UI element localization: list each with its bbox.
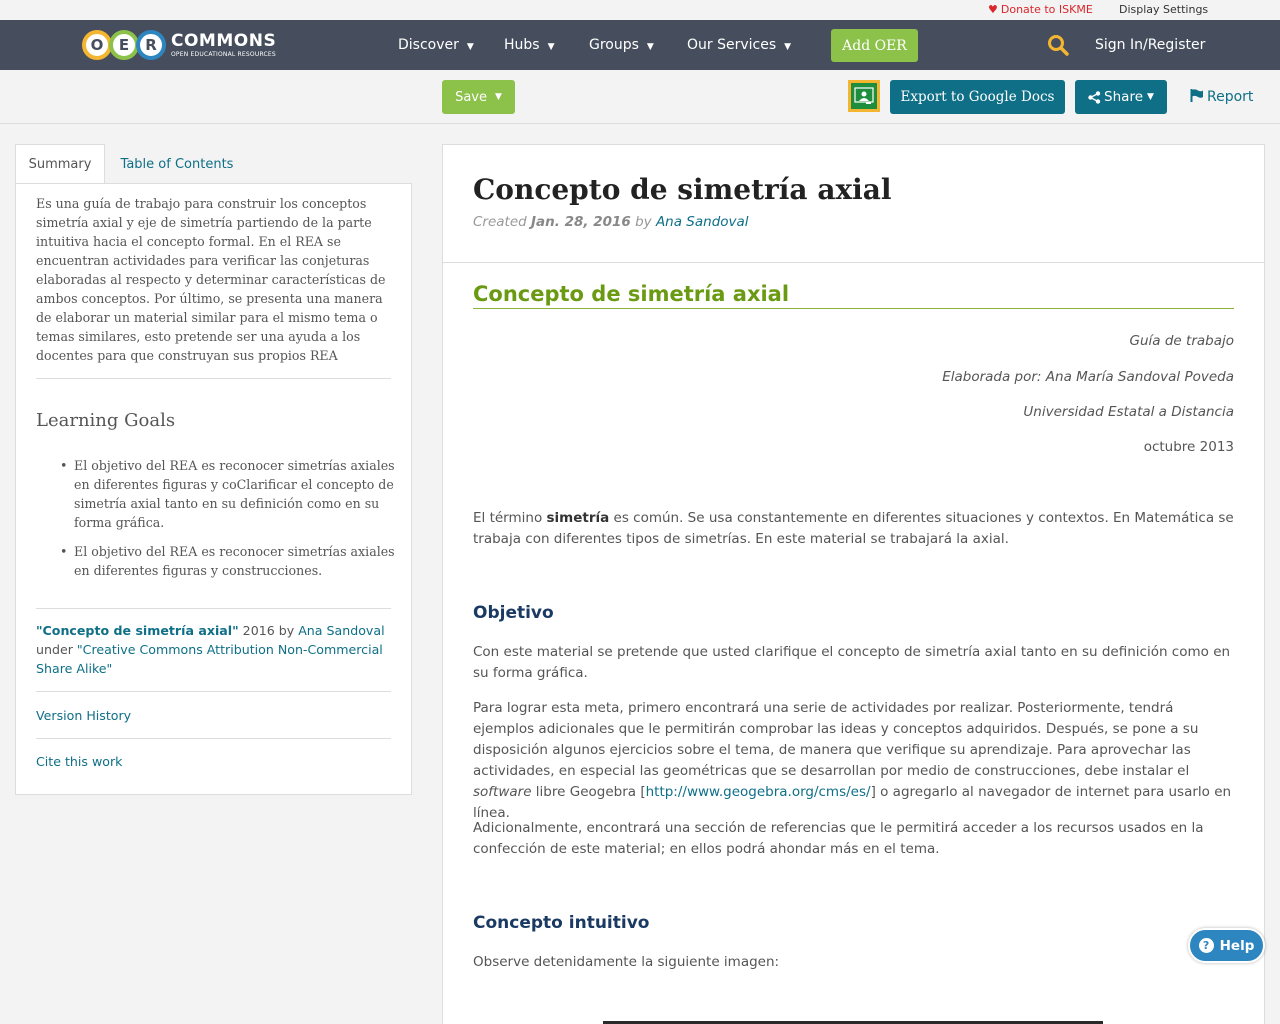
save-button[interactable]: Save ▼ bbox=[442, 80, 515, 114]
chevron-down-icon: ▼ bbox=[466, 42, 474, 52]
export-to-google-docs-button[interactable]: Export to Google Docs bbox=[890, 80, 1065, 114]
share-button[interactable]: Share ▼ bbox=[1075, 80, 1167, 114]
logo-e: E bbox=[109, 30, 139, 60]
created-date: Jan. 28, 2016 bbox=[531, 214, 631, 230]
google-classroom-icon bbox=[854, 87, 874, 105]
display-settings-link[interactable]: Display Settings bbox=[1119, 3, 1209, 16]
license-attribution: "Concepto de simetría axial" 2016 by Ana Sandoval under "Creative Commons Attribution Non-Commercial Share Alike" bbox=[36, 623, 385, 676]
created-meta: Created Jan. 28, 2016 by Ana Sandoval bbox=[473, 214, 749, 230]
objetivo-paragraph-2: Para lograr esta meta, primero encontrará una serie de actividades por realizar. Posteriormente, tendrá ejemplos adicionales que le permitirán comprobar las ideas y conceptos adquiridos. Después, se pone a su disposición algunos ejercicios sobre el tema, de manera que verifique su aprendizaje. Para aprovechar las actividades, en especial las geométricas que se desarrollan por medio de construcciones, debe instalar el software libre Geogebra [http://www.geogebra.org/cms/es/] o agregarlo al navegador de internet para usarlo en línea. bbox=[473, 700, 1232, 821]
chevron-down-icon: ▼ bbox=[646, 42, 654, 52]
caret-down-icon: ▼ bbox=[1147, 92, 1154, 102]
objetivo-paragraph-1: Con este material se pretende que usted clarifique el concepto de simetría axial tanto en su definición como en su forma gráfica. bbox=[473, 644, 1231, 681]
logo-r: R bbox=[136, 30, 166, 60]
google-classroom-button[interactable] bbox=[848, 80, 880, 112]
author-link[interactable]: Ana Sandoval bbox=[298, 623, 385, 638]
donate-link[interactable]: ♥ Donate to ISKME bbox=[988, 3, 1093, 16]
nav-groups[interactable]: Groups ▼ bbox=[589, 37, 654, 53]
learning-goals-list bbox=[56, 456, 396, 590]
meta-line: Elaborada por: Ana María Sandoval Poveda bbox=[942, 369, 1234, 385]
question-icon: ? bbox=[1199, 938, 1214, 953]
nav-discover[interactable]: Discover ▼ bbox=[398, 37, 474, 53]
learning-goals-title: Learning Goals bbox=[36, 410, 176, 431]
concepto-intuitivo-heading: Concepto intuitivo bbox=[473, 913, 650, 933]
section-title: Concepto de simetría axial bbox=[473, 282, 1234, 309]
meta-line: Universidad Estatal a Distancia bbox=[1023, 404, 1234, 420]
report-link[interactable]: Report bbox=[1190, 89, 1253, 105]
tab-summary[interactable]: Summary bbox=[15, 144, 105, 184]
add-oer-button[interactable]: Add OER bbox=[831, 29, 918, 62]
objetivo-paragraph-3: Adicionalmente, encontrará una sección de referencias que le permitirá acceder a los recursos usados en la confección de este material; en ellos podrá ahondar más en el tema. bbox=[473, 820, 1204, 857]
geogebra-link[interactable]: http://www.geogebra.org/cms/es/ bbox=[645, 784, 871, 800]
nav-our-services[interactable]: Our Services ▼ bbox=[687, 37, 792, 53]
utility-bar bbox=[0, 0, 1280, 20]
divider bbox=[36, 738, 391, 739]
divider bbox=[36, 378, 391, 379]
list-item: • El objetivo del REA es reconocer simetrías axiales en diferentes figuras y construcciones. bbox=[56, 542, 396, 580]
resource-toolbar bbox=[0, 70, 1280, 124]
caret-down-icon: ▼ bbox=[495, 92, 502, 102]
logo-wordmark: COMMONS OPEN EDUCATIONAL RESOURCES bbox=[171, 30, 277, 58]
meta-line: octubre 2013 bbox=[1143, 439, 1234, 455]
objetivo-heading: Objetivo bbox=[473, 603, 554, 623]
logo-o: O bbox=[82, 30, 112, 60]
intro-paragraph: El término simetría es común. Se usa constantemente en diferentes situaciones y contextos. En Matemática se trabaja con diferentes tipos de simetrías. En este material se trabajará la axial. bbox=[473, 510, 1234, 547]
oer-commons-logo[interactable] bbox=[82, 26, 276, 64]
resource-title-link[interactable]: "Concepto de simetría axial" bbox=[36, 623, 239, 638]
author-link[interactable]: Ana Sandoval bbox=[655, 214, 749, 230]
intuitivo-paragraph: Observe detenidamente la siguiente imagen: bbox=[473, 954, 780, 970]
flag-icon bbox=[1190, 89, 1204, 102]
resource-content bbox=[442, 144, 1265, 1024]
share-icon bbox=[1088, 91, 1101, 104]
divider bbox=[36, 608, 391, 609]
license-link[interactable]: "Creative Commons Attribution Non-Commercial Share Alike" bbox=[36, 642, 383, 676]
version-history-link[interactable]: Version History bbox=[36, 708, 132, 723]
help-button[interactable]: ? Help bbox=[1188, 928, 1265, 963]
main-navbar bbox=[0, 20, 1280, 70]
search-icon[interactable] bbox=[1047, 34, 1069, 56]
cite-this-work-link[interactable]: Cite this work bbox=[36, 754, 123, 769]
nav-hubs[interactable]: Hubs ▼ bbox=[504, 37, 555, 53]
chevron-down-icon: ▼ bbox=[784, 42, 792, 52]
meta-line: Guía de trabajo bbox=[1129, 333, 1234, 349]
page-title: Concepto de simetría axial bbox=[473, 173, 892, 206]
summary-panel bbox=[15, 183, 412, 795]
summary-text: Es una guía de trabajo para construir los conceptos simetría axial y eje de simetría partiendo de la parte intuitiva hacia el concepto formal. En el REA se encuentran actividades para verificar las conjeturas elaboradas al respecto y determinar características de ambos conceptos. Por último, se presenta una manera de elaborar un material similar para el mismo tema o temas similares, esto pretende ser una ayuda a los docentes para que construyan sus propios REA bbox=[36, 196, 386, 363]
tab-table-of-contents[interactable]: Table of Contents bbox=[120, 156, 234, 172]
heart-icon: ♥ bbox=[988, 3, 998, 16]
divider bbox=[36, 691, 391, 692]
divider bbox=[443, 262, 1265, 263]
chevron-down-icon: ▼ bbox=[547, 42, 555, 52]
list-item: • El objetivo del REA es reconocer simetrías axiales en diferentes figuras y coClarificar el concepto de simetría axial tanto en su definición como en su forma gráfica. bbox=[56, 456, 396, 532]
sign-in-register-link[interactable]: Sign In/Register bbox=[1095, 37, 1206, 53]
